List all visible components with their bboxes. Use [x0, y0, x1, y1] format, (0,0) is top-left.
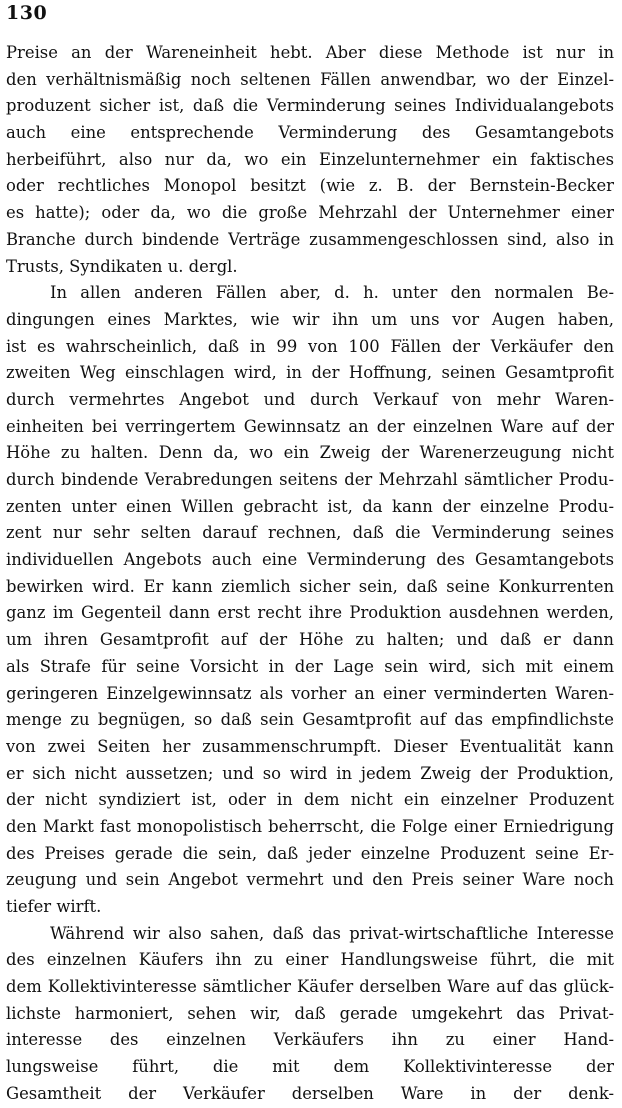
- text-line: des einzelnen Käufers ihn zu einer Handlungsweise führt, die mit: [6, 950, 614, 970]
- text-line: lichste harmoniert, sehen wir, daß gerade umgekehrt das Privat-: [6, 1003, 614, 1023]
- text-line: ist es wahrscheinlich, daß in 99 von 100 Fällen der Verkäufer den: [6, 336, 614, 356]
- text-line: dem Kollektivinteresse sämtlicher Käufer derselben Ware auf das glück-: [6, 977, 614, 997]
- text-line: oder rechtliches Monopol besitzt (wie z. B. der Bernstein-Becker: [6, 176, 614, 196]
- text-line: Gesamtheit der Verkäufer derselben Ware in der denk-: [6, 1083, 614, 1103]
- text-line: durch bindende Verabredungen seitens der Mehrzahl sämtlicher Produ-: [6, 470, 614, 489]
- text-line: um ihren Gesamtprofit auf der Höhe zu halten; und daß er dann: [6, 630, 614, 650]
- text-line: ganz im Gegenteil dann erst recht ihre Produktion ausdehnen werden,: [6, 603, 614, 623]
- text-line: des Preises gerade die sein, daß jeder einzelne Produzent seine Er-: [6, 843, 614, 863]
- text-line: den verhältnismäßig noch seltenen Fällen anwendbar, wo der Einzel-: [6, 69, 614, 89]
- text-line: In allen anderen Fällen aber, d. h. unter den normalen Be-: [50, 283, 614, 303]
- text-line: bewirken wird. Er kann ziemlich sicher sein, daß seine Konkurrenten: [6, 576, 614, 596]
- body-text: [6, 40, 614, 1108]
- page-number: 130: [6, 2, 48, 24]
- text-line: lungsweise führt, die mit dem Kollektivinteresse der: [6, 1057, 614, 1077]
- text-line: menge zu begnügen, so daß sein Gesamtprofit auf das empfindlichste: [6, 710, 614, 730]
- text-line: er sich nicht aussetzen; und so wird in jedem Zweig der Produktion,: [6, 763, 614, 783]
- text-line: produzent sicher ist, daß die Verminderung seines Individualangebots: [6, 96, 614, 116]
- text-line: auch eine entsprechende Verminderung des Gesamtangebots: [6, 123, 614, 143]
- text-line: Branche durch bindende Verträge zusammengeschlossen sind, also in: [6, 229, 614, 249]
- text-line: es hatte); oder da, wo die große Mehrzahl der Unternehmer einer: [6, 203, 614, 223]
- text-line: den Markt fast monopolistisch beherrscht, die Folge einer Erniedrigung: [6, 816, 614, 836]
- text-line: durch vermehrtes Angebot und durch Verkauf von mehr Waren-: [6, 389, 614, 409]
- text-line: geringeren Einzelgewinnsatz als vorher an einer verminderten Waren-: [6, 683, 614, 703]
- text-line: individuellen Angebots auch eine Verminderung des Gesamtangebots: [6, 550, 614, 570]
- text-line: einheiten bei verringertem Gewinnsatz an der einzelnen Ware auf der: [6, 416, 614, 436]
- text-line: zent nur sehr selten darauf rechnen, daß die Verminderung seines: [6, 523, 614, 543]
- text-line: dingungen eines Marktes, wie wir ihn um uns vor Augen haben,: [6, 309, 614, 329]
- text-line: Trusts, Syndikaten u. dergl.: [6, 256, 238, 276]
- text-line: interesse des einzelnen Verkäufers ihn zu einer Hand-: [6, 1030, 614, 1050]
- text-line: von zwei Seiten her zusammenschrumpft. Dieser Eventualität kann: [6, 736, 614, 756]
- text-line: der nicht syndiziert ist, oder in dem nicht ein einzelner Produzent: [6, 790, 614, 810]
- text-line: Während wir also sahen, daß das privat-wirtschaftliche Interesse: [50, 923, 614, 943]
- text-line: Höhe zu halten. Denn da, wo ein Zweig der Warenerzeugung nicht: [6, 443, 614, 463]
- text-line: Preise an der Wareneinheit hebt. Aber diese Methode ist nur in: [6, 43, 614, 62]
- text-line: zeugung und sein Angebot vermehrt und den Preis seiner Ware noch: [6, 870, 614, 890]
- text-line: zenten unter einen Willen gebracht ist, da kann der einzelne Produ-: [6, 496, 614, 516]
- text-line: zweiten Weg einschlagen wird, in der Hoffnung, seinen Gesamtprofit: [6, 363, 614, 383]
- text-line: tiefer wirft.: [6, 897, 102, 916]
- text-line: als Strafe für seine Vorsicht in der Lage sein wird, sich mit einem: [6, 656, 614, 676]
- text-line: herbeiführt, also nur da, wo ein Einzelunternehmer ein faktisches: [6, 149, 614, 169]
